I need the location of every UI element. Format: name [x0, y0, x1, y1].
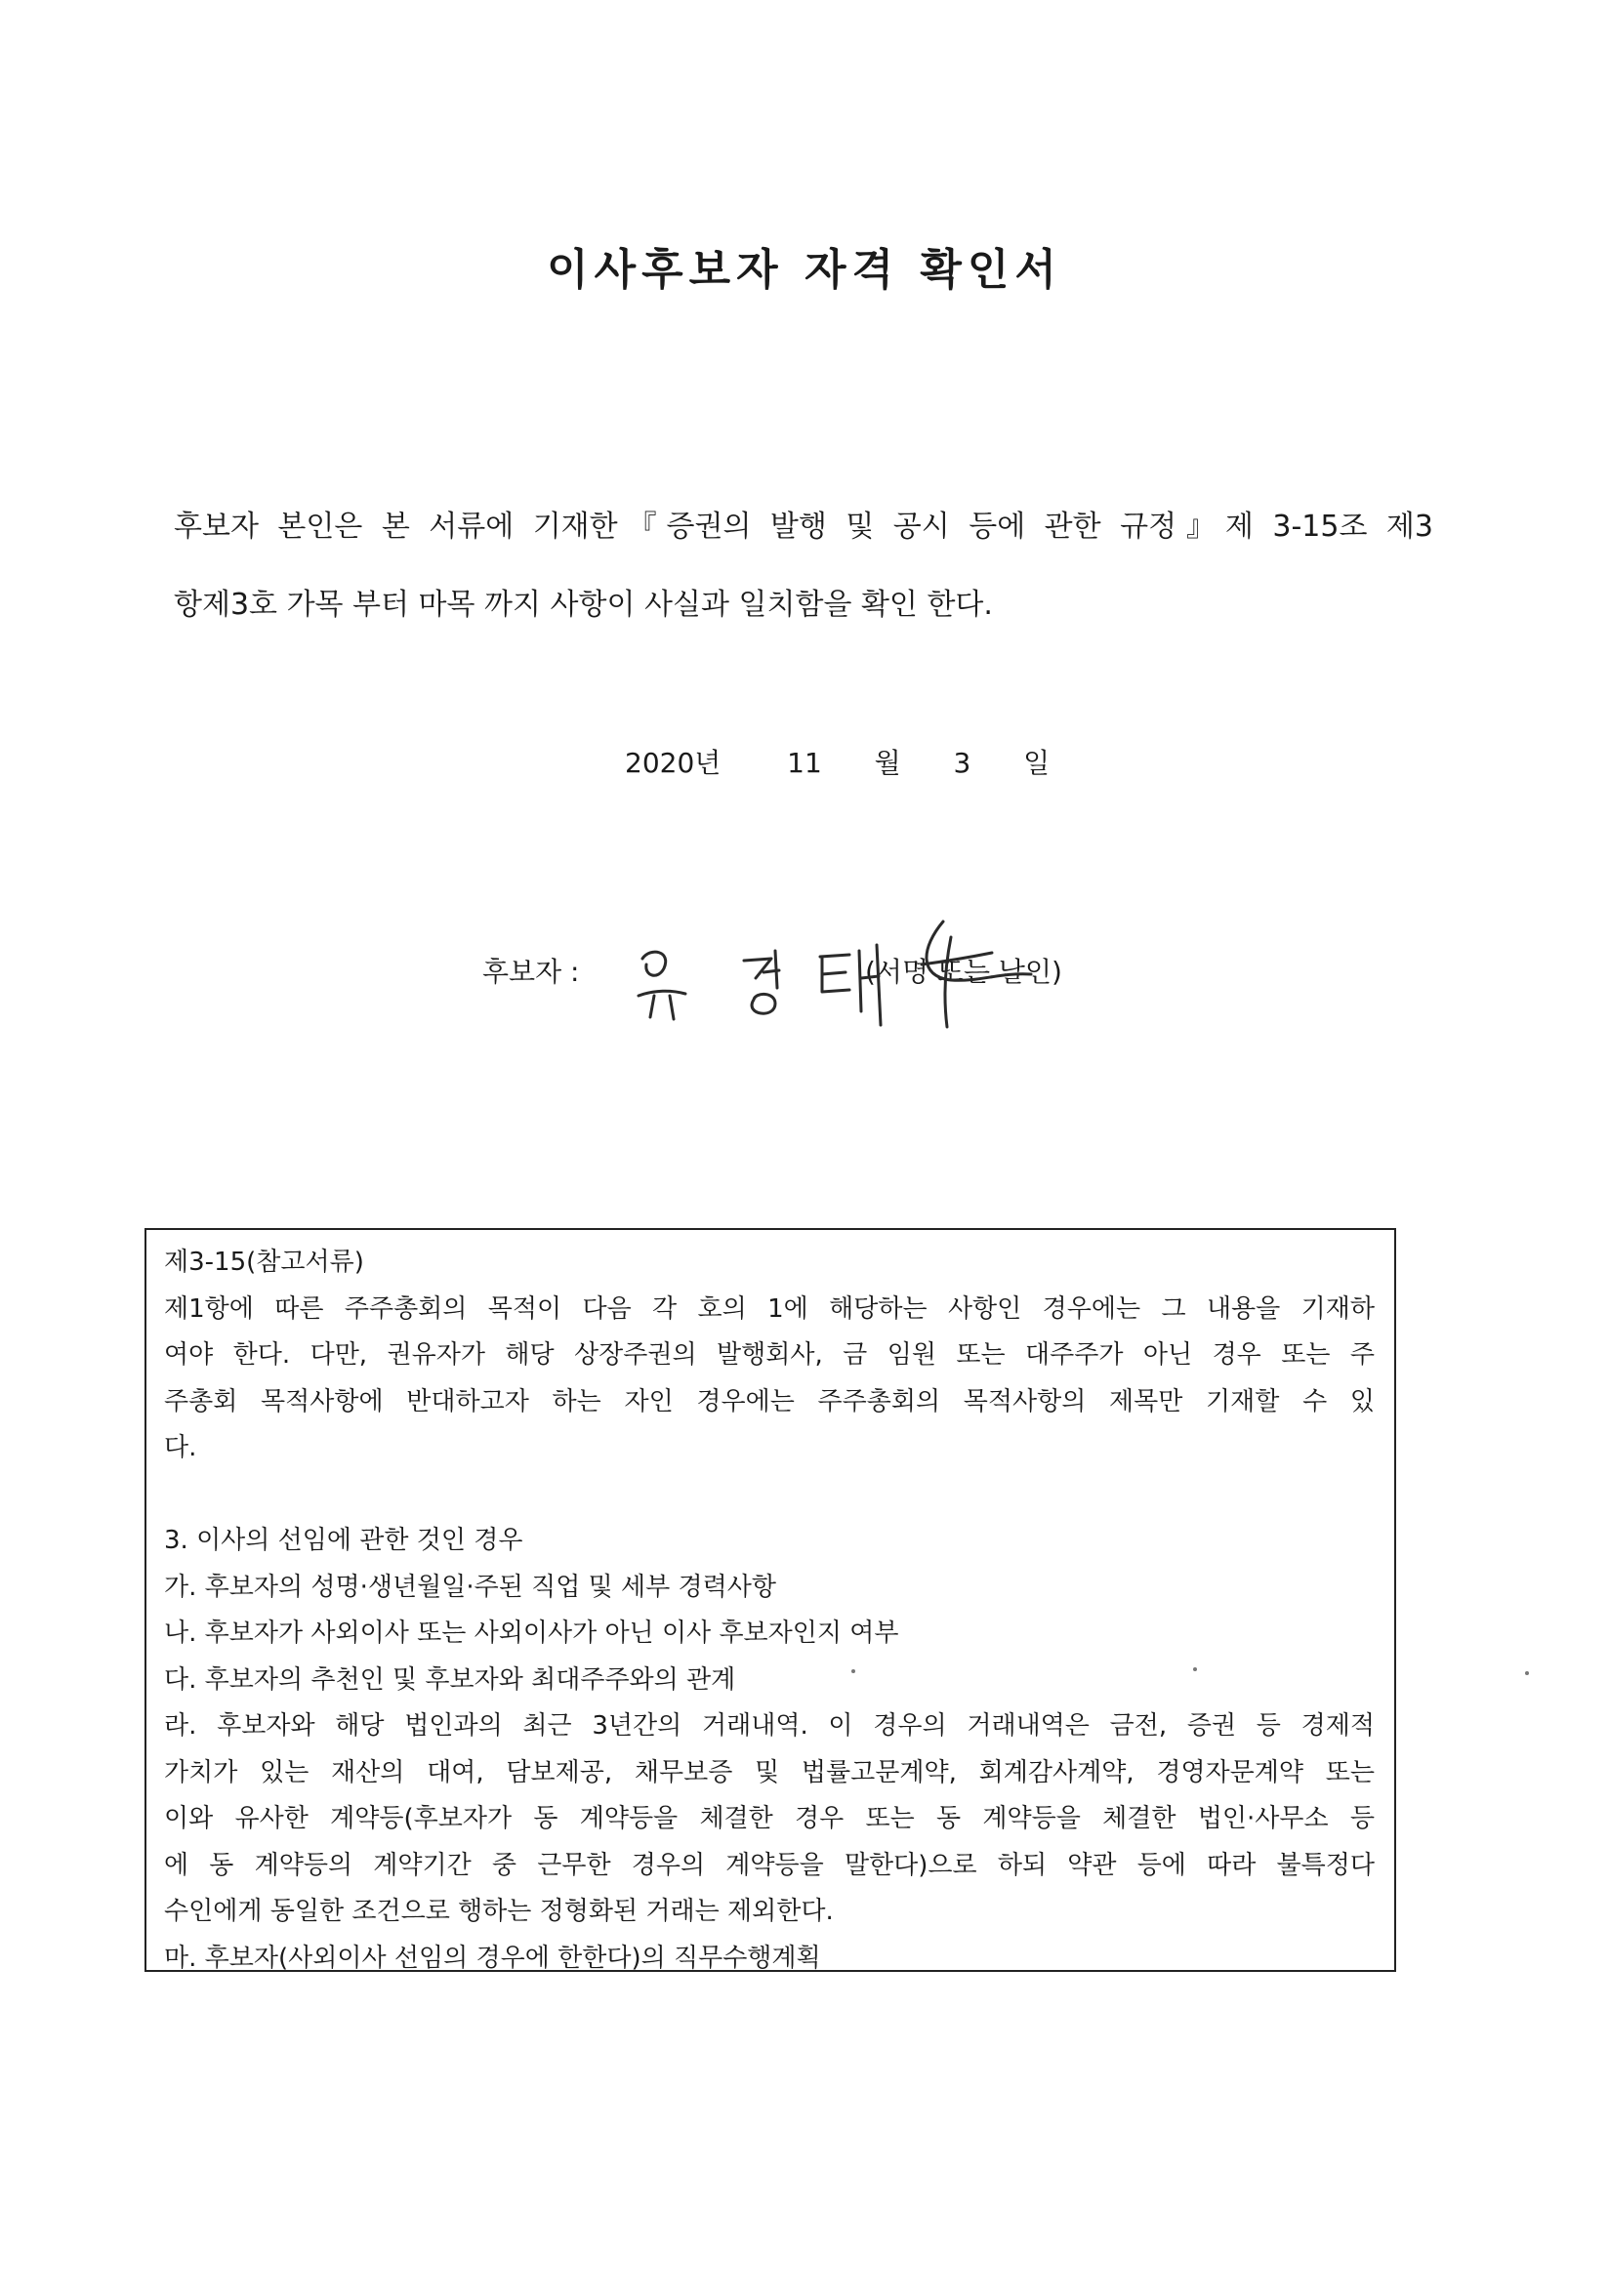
list-item-ra-line: 수인에게 동일한 조건으로 행하는 정형화된 거래는 제외한다. — [164, 1897, 834, 1926]
reference-intro-line: 제1항에 따른 주주총회의 목적이 다음 각 호의 1에 해당하는 사항인 경우에는 그 내용을 기재하 — [164, 1293, 1375, 1324]
list-item-ra-line: 에 동 계약등의 계약기간 중 근무한 경우의 계약등을 말한다)으로 하되 약관 등에 따라 불특정다 — [164, 1850, 1375, 1880]
scan-speck — [1193, 1667, 1197, 1671]
scan-speck — [1525, 1671, 1529, 1675]
date-year: 2020년 — [625, 747, 722, 779]
list-item-ra-line: 가치가 있는 재산의 대여, 담보제공, 채무보증 및 법률고문계약, 회계감사계약, 경영자문계약 또는 — [164, 1757, 1375, 1787]
list-item-ra-line: 이와 유사한 계약등(후보자가 동 계약등을 체결한 경우 또는 동 계약등을 체결한 법인·사무소 등 — [164, 1804, 1375, 1833]
date-day: 3 — [953, 747, 971, 779]
confirmation-paragraph — [174, 488, 1433, 644]
reference-intro-line: 주총회 목적사항에 반대하고자 하는 자인 경우에는 주주총회의 목적사항의 제목만 기재할 수 있 — [164, 1386, 1375, 1416]
date-line — [625, 742, 1050, 781]
date-month-unit: 월 — [874, 747, 901, 779]
candidate-label: 후보자 : — [482, 956, 580, 988]
handwritten-signature — [629, 918, 1136, 1035]
list-item: 다. 후보자의 추천인 및 후보자와 최대주주와의 관계 — [164, 1664, 736, 1695]
signature-row — [482, 937, 1166, 1015]
date-month: 11 — [787, 747, 822, 779]
list-item-ra-line: 라. 후보자와 해당 법인과의 최근 3년간의 거래내역. 이 경우의 거래내역은 금전, 증권 등 경제적 — [164, 1711, 1375, 1741]
item3-heading: 3. 이사의 선임에 관한 것인 경우 — [164, 1526, 523, 1555]
date-day-unit: 일 — [1023, 747, 1051, 779]
reference-intro-line: 다. — [164, 1433, 197, 1462]
reference-heading: 제3-15(참고서류) — [164, 1248, 364, 1277]
paragraph-line: 후보자 본인은 본 서류에 기재한『증권의 발행 및 공시 등에 관한 규정』제 3-15조 제3 — [174, 510, 1433, 544]
scan-speck — [851, 1669, 855, 1673]
list-item: 가. 후보자의 성명·생년월일·주된 직업 및 세부 경력사항 — [164, 1572, 776, 1602]
reference-intro-line: 여야 한다. 다만, 권유자가 해당 상장주권의 발행회사, 금 임원 또는 대주주가 아닌 경우 또는 주 — [164, 1340, 1375, 1370]
reference-box — [144, 1228, 1396, 1972]
list-item: 마. 후보자(사외이사 선임의 경우에 한한다)의 직무수행계획 — [164, 1943, 821, 1973]
list-item: 나. 후보자가 사외이사 또는 사외이사가 아닌 이사 후보자인지 여부 — [164, 1619, 899, 1648]
paragraph-line: 항제3호 가목 부터 마목 까지 사항이 사실과 일치함을 확인 한다. — [174, 588, 993, 622]
page-title: 이사후보자 자격 확인서 — [547, 245, 1062, 295]
signature-note: (서명 또는 날인) — [865, 956, 1062, 988]
